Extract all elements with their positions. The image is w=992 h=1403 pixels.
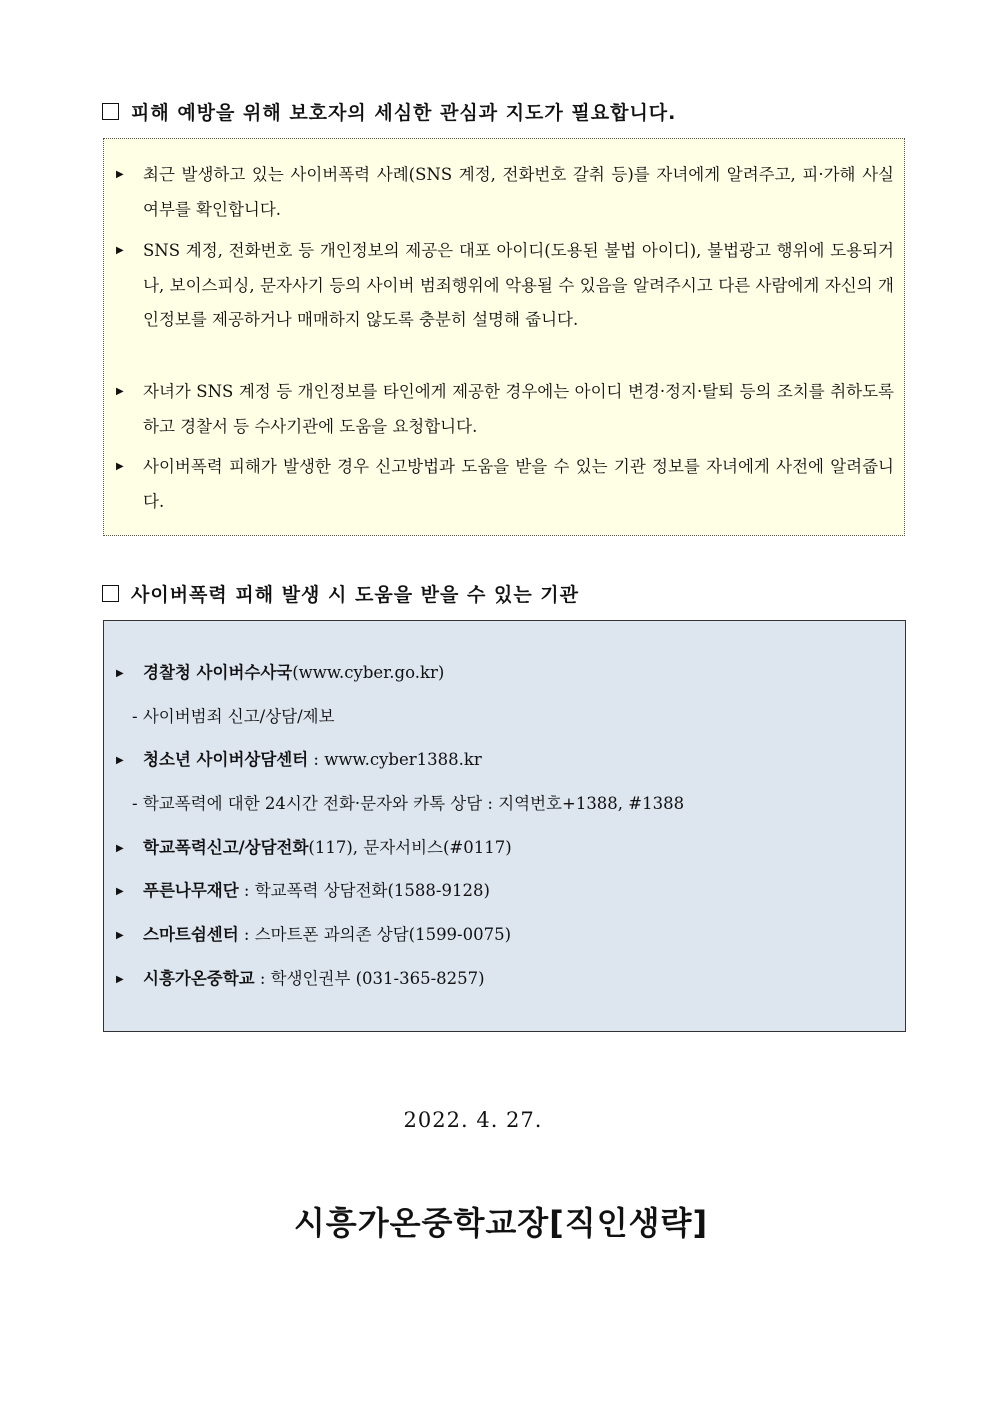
triangle-bullet-icon: ▶	[116, 930, 124, 941]
triangle-bullet-icon: ▶	[116, 386, 124, 397]
section2-heading	[102, 580, 579, 607]
triangle-bullet-icon: ▶	[116, 245, 124, 256]
triangle-bullet-icon: ▶	[116, 668, 124, 679]
agency-name: 학교폭력신고/상담전화	[143, 838, 309, 857]
tip-text: 사이버폭력 피해가 발생한 경우 신고방법과 도움을 받을 수 있는 기관 정보를 자녀에게 사전에 알려줍니다.	[143, 457, 894, 511]
agency-detail: : 학교폭력 상담전화(1588-9128)	[238, 881, 490, 900]
agency-detail: : 학생인권부 (031-365-8257)	[254, 969, 485, 988]
agency-detail: : www.cyber1388.kr	[308, 750, 482, 769]
agency-item	[116, 662, 444, 685]
agency-name: 스마트쉼센터	[143, 925, 239, 944]
prevention-tips-panel	[103, 138, 905, 536]
agency-name: 경찰청 사이버수사국	[143, 663, 293, 682]
signer-name: 시흥가온중학교장[직인생략]	[293, 1204, 709, 1242]
triangle-bullet-icon: ▶	[116, 843, 124, 854]
checkbox-square-icon	[102, 103, 119, 120]
agency-item	[116, 924, 511, 947]
triangle-bullet-icon: ▶	[116, 974, 124, 985]
agency-detail: (www.cyber.go.kr)	[292, 663, 445, 682]
section1-heading	[102, 98, 676, 125]
agency-name: 푸른나무재단	[143, 881, 239, 900]
section1-heading-text: 피해 예방을 위해 보호자의 세심한 관심과 지도가 필요합니다.	[131, 102, 677, 124]
checkbox-square-icon	[102, 585, 119, 602]
agency-item	[116, 837, 512, 860]
agency-item	[116, 968, 485, 991]
help-agencies-panel	[103, 620, 906, 1032]
triangle-bullet-icon: ▶	[116, 461, 124, 472]
triangle-bullet-icon: ▶	[116, 169, 124, 180]
triangle-bullet-icon: ▶	[116, 755, 124, 766]
triangle-bullet-icon: ▶	[116, 886, 124, 897]
agency-detail: (117), 문자서비스(#0117)	[308, 838, 512, 857]
tip-text: SNS 계정, 전화번호 등 개인정보의 제공은 대포 아이디(도용된 불법 아이디), 불법광고 행위에 도용되거나, 보이스피싱, 문자사기 등의 사이버 범죄행위에 악용될 수 있음을 알려주시고 다른 사람에게 자신의 개인정보를 제공하거나 매매하지 않도록 충분히 설명해 줍니다.	[143, 241, 894, 329]
agency-item	[116, 880, 490, 903]
tip-item	[116, 234, 894, 338]
agency-name: 시흥가온중학교	[143, 969, 255, 988]
section2-heading-text: 사이버폭력 피해 발생 시 도움을 받을 수 있는 기관	[131, 584, 579, 606]
tip-item	[116, 158, 894, 227]
document-date: 2022. 4. 27.	[403, 1108, 543, 1132]
agency-sub-detail: - 학교폭력에 대한 24시간 전화·문자와 카톡 상담 : 지역번호+1388, #1388	[132, 794, 685, 813]
tip-item	[116, 450, 894, 519]
agency-item	[116, 749, 482, 772]
tip-item	[116, 375, 894, 444]
agency-name: 청소년 사이버상담센터	[143, 750, 309, 769]
agency-detail: : 스마트폰 과의존 상담(1599-0075)	[238, 925, 512, 944]
agency-sub-detail: - 사이버범죄 신고/상담/제보	[132, 707, 335, 726]
tip-text: 자녀가 SNS 계정 등 개인정보를 타인에게 제공한 경우에는 아이디 변경·정지·탈퇴 등의 조치를 취하도록 하고 경찰서 등 수사기관에 도움을 요청합니다.	[143, 382, 894, 436]
tip-text: 최근 발생하고 있는 사이버폭력 사례(SNS 계정, 전화번호 갈취 등)를 자녀에게 알려주고, 피·가해 사실 여부를 확인합니다.	[143, 165, 894, 219]
